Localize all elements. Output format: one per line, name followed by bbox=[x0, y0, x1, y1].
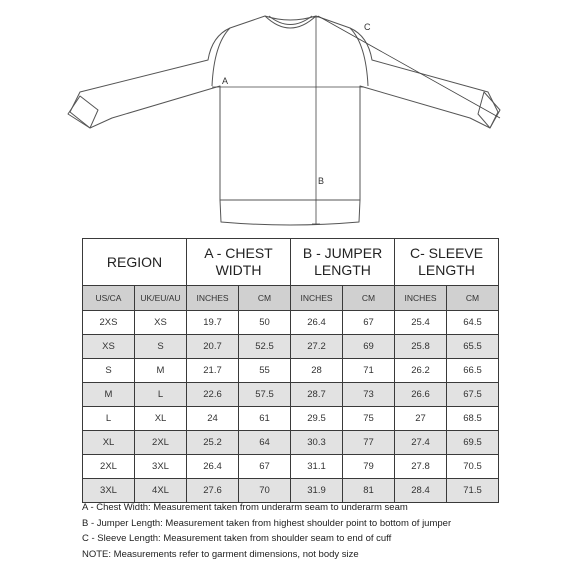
subheader-cell: US/CA bbox=[83, 286, 135, 311]
jumper-diagram bbox=[0, 0, 580, 232]
table-cell: 26.4 bbox=[187, 455, 239, 479]
table-cell: 4XL bbox=[135, 479, 187, 503]
table-cell: 50 bbox=[239, 311, 291, 335]
label-b: B bbox=[318, 176, 325, 186]
table-row bbox=[83, 335, 499, 359]
table-cell: 29.5 bbox=[291, 407, 343, 431]
subheader-row bbox=[83, 286, 499, 311]
table-cell: 31.1 bbox=[291, 455, 343, 479]
table-row bbox=[83, 407, 499, 431]
table-cell: 79 bbox=[343, 455, 395, 479]
table-cell: XS bbox=[83, 335, 135, 359]
subheader-cell: CM bbox=[343, 286, 395, 311]
table-cell: 70 bbox=[239, 479, 291, 503]
region-header: REGION bbox=[83, 239, 187, 286]
table-body bbox=[83, 311, 499, 503]
note-sleeve: C - Sleeve Length: Measurement taken from shoulder seam to end of cuff bbox=[82, 533, 392, 544]
header-row bbox=[83, 239, 499, 286]
subheader-cell: CM bbox=[239, 286, 291, 311]
table-cell: M bbox=[135, 359, 187, 383]
jumper-header: B - JUMPER LENGTH bbox=[291, 239, 395, 286]
table-cell: 81 bbox=[343, 479, 395, 503]
table-row bbox=[83, 455, 499, 479]
subheader-cell: CM bbox=[447, 286, 499, 311]
label-c: C bbox=[364, 22, 371, 32]
table-cell: 27.8 bbox=[395, 455, 447, 479]
table-cell: 69 bbox=[343, 335, 395, 359]
table-cell: 68.5 bbox=[447, 407, 499, 431]
table-row bbox=[83, 383, 499, 407]
sleeve-header: C- SLEEVE LENGTH bbox=[395, 239, 499, 286]
table-cell: 31.9 bbox=[291, 479, 343, 503]
table-cell: 55 bbox=[239, 359, 291, 383]
table-cell: S bbox=[135, 335, 187, 359]
subheader-cell: INCHES bbox=[291, 286, 343, 311]
sleeve-measure-line bbox=[318, 16, 500, 118]
table-cell: 69.5 bbox=[447, 431, 499, 455]
table-cell: 28.4 bbox=[395, 479, 447, 503]
table-cell: S bbox=[83, 359, 135, 383]
hem-band bbox=[220, 200, 360, 225]
size-table bbox=[82, 238, 499, 503]
table-cell: 71.5 bbox=[447, 479, 499, 503]
table-cell: 70.5 bbox=[447, 455, 499, 479]
table-cell: 73 bbox=[343, 383, 395, 407]
table-cell: 24 bbox=[187, 407, 239, 431]
table-cell: 3XL bbox=[83, 479, 135, 503]
table-cell: 25.4 bbox=[395, 311, 447, 335]
table-cell: 27.2 bbox=[291, 335, 343, 359]
table-cell: 2XL bbox=[83, 455, 135, 479]
table-cell: 65.5 bbox=[447, 335, 499, 359]
chest-header: A - CHEST WIDTH bbox=[187, 239, 291, 286]
table-row bbox=[83, 479, 499, 503]
table-cell: XL bbox=[135, 407, 187, 431]
table-cell: 26.4 bbox=[291, 311, 343, 335]
table-cell: 67 bbox=[239, 455, 291, 479]
table-cell: 19.7 bbox=[187, 311, 239, 335]
subheader-cell: INCHES bbox=[395, 286, 447, 311]
subheader-cell: INCHES bbox=[187, 286, 239, 311]
table-cell: 52.5 bbox=[239, 335, 291, 359]
table-cell: 77 bbox=[343, 431, 395, 455]
table-cell: 66.5 bbox=[447, 359, 499, 383]
table-cell: 25.2 bbox=[187, 431, 239, 455]
note-general: NOTE: Measurements refer to garment dimensions, not body size bbox=[82, 548, 359, 560]
left-cuff bbox=[68, 96, 98, 128]
table-cell: 71 bbox=[343, 359, 395, 383]
table-cell: 64.5 bbox=[447, 311, 499, 335]
table-cell: 28.7 bbox=[291, 383, 343, 407]
table-cell: XS bbox=[135, 311, 187, 335]
table-cell: 26.6 bbox=[395, 383, 447, 407]
table-cell: 22.6 bbox=[187, 383, 239, 407]
table-cell: 75 bbox=[343, 407, 395, 431]
table-cell: L bbox=[83, 407, 135, 431]
table-cell: 30.3 bbox=[291, 431, 343, 455]
table-cell: 25.8 bbox=[395, 335, 447, 359]
table-cell: 3XL bbox=[135, 455, 187, 479]
table-cell: 21.7 bbox=[187, 359, 239, 383]
table-cell: 61 bbox=[239, 407, 291, 431]
table-cell: 2XS bbox=[83, 311, 135, 335]
label-a: A bbox=[222, 76, 229, 86]
table-cell: 67 bbox=[343, 311, 395, 335]
note-chest: A - Chest Width: Measurement taken from underarm seam to underarm seam bbox=[82, 502, 408, 513]
table-cell: M bbox=[83, 383, 135, 407]
table-cell: 27.4 bbox=[395, 431, 447, 455]
table-cell: 64 bbox=[239, 431, 291, 455]
table-cell: L bbox=[135, 383, 187, 407]
table-row bbox=[83, 359, 499, 383]
subheader-cell: UK/EU/AU bbox=[135, 286, 187, 311]
table-cell: 26.2 bbox=[395, 359, 447, 383]
table-cell: 27 bbox=[395, 407, 447, 431]
note-jumper: B - Jumper Length: Measurement taken from highest shoulder point to bottom of jumper bbox=[82, 517, 452, 529]
table-cell: XL bbox=[83, 431, 135, 455]
table-cell: 2XL bbox=[135, 431, 187, 455]
table-cell: 67.5 bbox=[447, 383, 499, 407]
table-cell: 20.7 bbox=[187, 335, 239, 359]
table-row bbox=[83, 311, 499, 335]
notes bbox=[82, 500, 578, 562]
table-cell: 28 bbox=[291, 359, 343, 383]
table-row bbox=[83, 431, 499, 455]
table-cell: 27.6 bbox=[187, 479, 239, 503]
jumper-outline bbox=[70, 16, 498, 200]
table-cell: 57.5 bbox=[239, 383, 291, 407]
